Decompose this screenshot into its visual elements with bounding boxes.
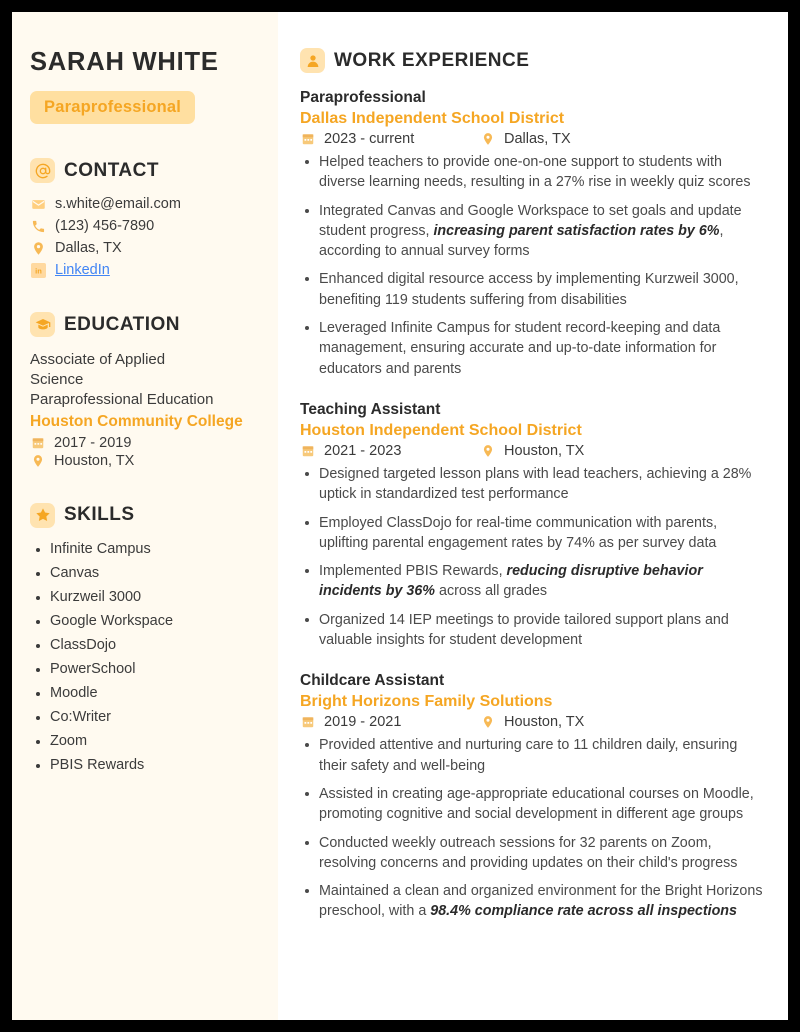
contact-section-header [30, 158, 260, 183]
job-bullets [300, 464, 766, 650]
job-title: Teaching Assistant [300, 400, 441, 418]
star-icon [30, 503, 55, 528]
job-company: Dallas Independent School District [300, 110, 565, 127]
job-bullet [300, 513, 766, 554]
bullet-text: Implemented PBIS Rewards, [319, 563, 507, 580]
bullet-emphasis: increasing parent satisfaction rates by 6% [433, 222, 720, 239]
job-dates [300, 131, 480, 147]
bullet-text: across all grades [435, 583, 548, 600]
education-degree-line1: Associate of Applied [30, 351, 166, 369]
skill-item: Canvas [30, 565, 260, 581]
education-location-value: Houston, TX [54, 452, 135, 469]
job-company: Bright Horizons Family Solutions [300, 693, 553, 711]
job-location [480, 714, 584, 730]
job-bullet [300, 735, 766, 776]
bullet-text: Helped teachers to provide one-on-one support to students with diverse learning needs, resulting in a 27% rise in weekly quiz scores [319, 154, 751, 191]
job-bullets [300, 152, 766, 379]
job-dates-value: 2021 - 2023 [324, 442, 402, 459]
contact-location-value: Dallas, TX [55, 240, 122, 257]
map-pin-icon [30, 241, 46, 256]
map-pin-icon [480, 132, 496, 146]
job-title: Childcare Assistant [300, 672, 445, 690]
job-title: Paraprofessional [300, 89, 426, 106]
job-meta [300, 131, 766, 147]
education-field: Paraprofessional Education [30, 390, 214, 408]
job-entry [300, 89, 766, 379]
contact-linkedin[interactable] [30, 262, 260, 278]
contact-email-value: s.white@email.com [55, 196, 181, 213]
job-bullet [300, 201, 766, 262]
bullet-text: Designed targeted lesson plans with lead teachers, achieving a 28% uptick in standardized test performance [319, 465, 752, 503]
sidebar [12, 12, 278, 1020]
svg-text:in: in [34, 266, 42, 276]
contact-phone [30, 218, 260, 234]
bullet-text: Employed ClassDojo for real-time communication with parents, uplifting parental engagement rates by 74% as per survey data [319, 514, 718, 551]
bullet-text: Leveraged Infinite Campus for student record-keeping and data management, ensuring accurate and up-to-date information for educators and parents [319, 320, 721, 377]
contact-list [30, 196, 260, 278]
job-entry [300, 401, 766, 650]
job-bullet [300, 269, 766, 310]
job-location-value: Houston, TX [504, 442, 585, 459]
job-bullet [300, 881, 766, 922]
education-degree-line2: Science [30, 371, 84, 389]
job-location [480, 443, 584, 459]
job-title-chip: Paraprofessional [30, 91, 195, 124]
skills-section-header [30, 503, 260, 528]
job-bullet [300, 610, 766, 651]
skill-item: ClassDojo [30, 637, 260, 653]
bullet-text: Organized 14 IEP meetings to provide tailored support plans and valuable insights for student development [319, 611, 729, 649]
job-meta [300, 443, 766, 459]
job-entry [300, 672, 766, 921]
job-bullet [300, 152, 766, 193]
skills-heading: SKILLS [64, 504, 135, 526]
job-bullet [300, 784, 766, 825]
job-dates-value: 2019 - 2021 [324, 714, 402, 731]
bullet-emphasis: 98.4% compliance rate across all inspections [430, 903, 737, 920]
job-dates [300, 443, 480, 459]
contact-phone-value: (123) 456-7890 [55, 218, 155, 235]
bullet-text: Assisted in creating age-appropriate educational courses on Moodle, promoting cognitive and social development in different age groups [319, 785, 754, 823]
skill-item: Co:Writer [30, 709, 260, 725]
job-dates [300, 714, 480, 730]
job-dates-value: 2023 - current [324, 131, 415, 147]
contact-email [30, 196, 260, 212]
bullet-text: Provided attentive and nurturing care to 11 children daily, ensuring their safety and well-being [319, 737, 738, 774]
calendar-icon [300, 715, 316, 729]
skill-item: PBIS Rewards [30, 757, 260, 773]
education-entry [30, 350, 260, 469]
job-location [480, 131, 571, 147]
bullet-text: Maintained a clean and organized environment for the Bright Horizons preschool, with a [319, 883, 763, 920]
contact-linkedin-link[interactable]: LinkedIn [55, 262, 110, 279]
education-dates-value: 2017 - 2019 [54, 434, 132, 451]
job-bullet [300, 318, 766, 379]
main-column [278, 12, 788, 1020]
skill-item: PowerSchool [30, 661, 260, 677]
education-location [30, 453, 260, 469]
education-dates [30, 435, 260, 451]
calendar-icon [300, 132, 316, 146]
calendar-icon [30, 436, 46, 450]
map-pin-icon [480, 715, 496, 729]
bullet-emphasis: reducing disruptive behavior incidents by 36% [319, 563, 703, 600]
skills-list [30, 541, 260, 773]
skill-item: Infinite Campus [30, 541, 260, 557]
jobs-list [300, 89, 766, 922]
skill-item: Moodle [30, 685, 260, 701]
skill-item: Kurzweil 3000 [30, 589, 260, 605]
phone-icon [30, 219, 46, 234]
job-bullet [300, 561, 766, 602]
candidate-name: SARAH WHITE [30, 48, 219, 76]
job-bullet [300, 833, 766, 874]
work-experience-heading: WORK EXPERIENCE [334, 49, 530, 71]
bullet-text: Conducted weekly outreach sessions for 32 parents on Zoom, resolving concerns and providing updates on their child's progress [319, 834, 738, 871]
bullet-text: , according to annual survey forms [319, 222, 724, 260]
envelope-icon [30, 197, 46, 212]
map-pin-icon [480, 444, 496, 458]
bullet-text: Enhanced digital resource access by implementing Kurzweil 3000, benefiting 119 students suffering from disabilities [319, 271, 739, 308]
contact-heading: CONTACT [64, 159, 159, 181]
job-company: Houston Independent School District [300, 421, 582, 439]
person-icon [300, 48, 325, 73]
skill-item: Zoom [30, 733, 260, 749]
map-pin-icon [30, 454, 46, 468]
bullet-text: Integrated Canvas and Google Workspace to set goals and update student progress, [319, 202, 742, 239]
contact-location [30, 240, 260, 256]
work-experience-section-header [300, 48, 766, 73]
job-bullet [300, 464, 766, 505]
education-section-header [30, 312, 260, 337]
skill-item: Google Workspace [30, 613, 260, 629]
resume-page [12, 12, 788, 1020]
job-meta [300, 714, 766, 730]
linkedin-icon [30, 263, 46, 278]
job-location-value: Dallas, TX [504, 131, 571, 147]
job-bullets [300, 735, 766, 921]
job-location-value: Houston, TX [504, 714, 585, 731]
calendar-icon [300, 444, 316, 458]
education-school: Houston Community College [30, 412, 243, 430]
graduation-cap-icon [30, 312, 55, 337]
education-heading: EDUCATION [64, 313, 181, 335]
at-icon [30, 158, 55, 183]
